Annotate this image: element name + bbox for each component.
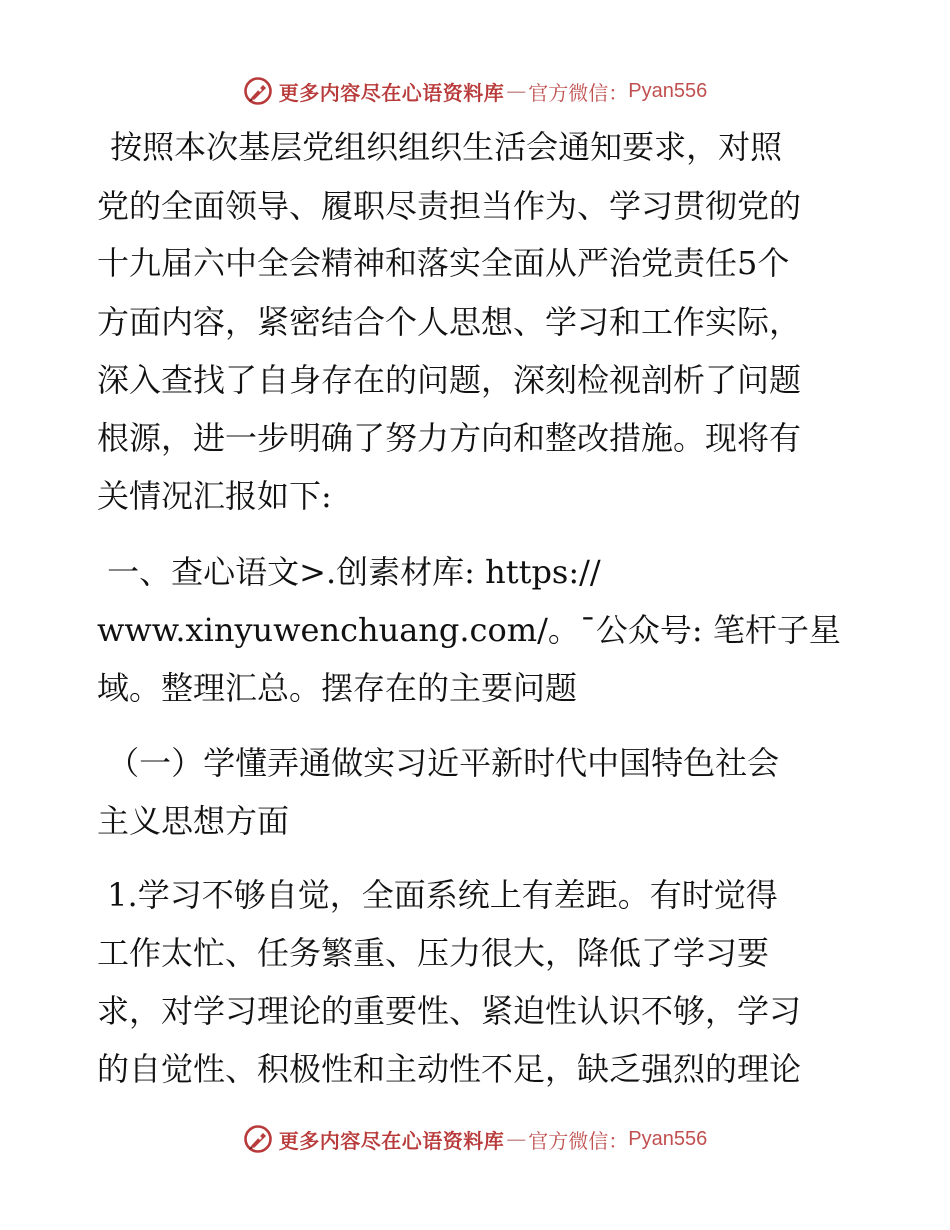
text-line: 深入查找了自身存在的问题，深刻检视剖析了问题 <box>97 361 802 399</box>
pen-logo-icon <box>243 76 273 106</box>
text-line: 按照本次基层党组织组织生活会通知要求，对照 <box>100 128 783 166</box>
header-banner <box>0 71 950 111</box>
text-line: 根源，进一步明确了努力方向和整改措施。现将有 <box>97 419 802 457</box>
banner-title: 更多内容尽在心语资料库 <box>278 80 505 105</box>
text-line: 一、查心语文>.创素材库: https:// <box>97 553 601 591</box>
text-line: 工作太忙、任务繁重、压力很大，降低了学习要 <box>97 934 770 972</box>
text-line: 的自觉性、积极性和主动性不足，缺乏强烈的理论 <box>97 1050 802 1088</box>
banner-title: 更多内容尽在心语资料库 <box>278 1128 505 1153</box>
text-line: www.xinyuwenchuang.com/。¯公众号: 笔杆子星 <box>97 611 841 649</box>
section-heading: （一）学懂弄通做实习近平新时代中国特色社会 <box>97 744 780 782</box>
banner-wechat-label: 官方微信： <box>528 1128 629 1153</box>
footer-banner <box>0 1119 950 1159</box>
banner-dash: — <box>506 1127 527 1151</box>
text-line: 域。整理汇总。摆存在的主要问题 <box>97 669 578 707</box>
text-line: 求，对学习理论的重要性、紧迫性认识不够，学习 <box>97 992 802 1030</box>
pen-logo-icon <box>243 1124 273 1154</box>
banner-wechat-label: 官方微信： <box>528 80 629 105</box>
text-line: 关情况汇报如下: <box>97 477 332 515</box>
text-line: 1.学习不够自觉，全面系统上有差距。有时觉得 <box>97 876 778 914</box>
banner-wechat-id: Pyan556 <box>628 79 708 102</box>
text-line: 方面内容，紧密结合个人思想、学习和工作实际， <box>97 303 802 341</box>
banner-dash: — <box>506 79 527 103</box>
text-line: 党的全面领导、履职尽责担当作为、学习贯彻党的 <box>97 187 802 225</box>
text-line: 十九届六中全会精神和落实全面从严治党责任5个 <box>97 244 790 282</box>
section-heading: 主义思想方面 <box>97 802 290 840</box>
banner-wechat-id: Pyan556 <box>628 1127 708 1150</box>
